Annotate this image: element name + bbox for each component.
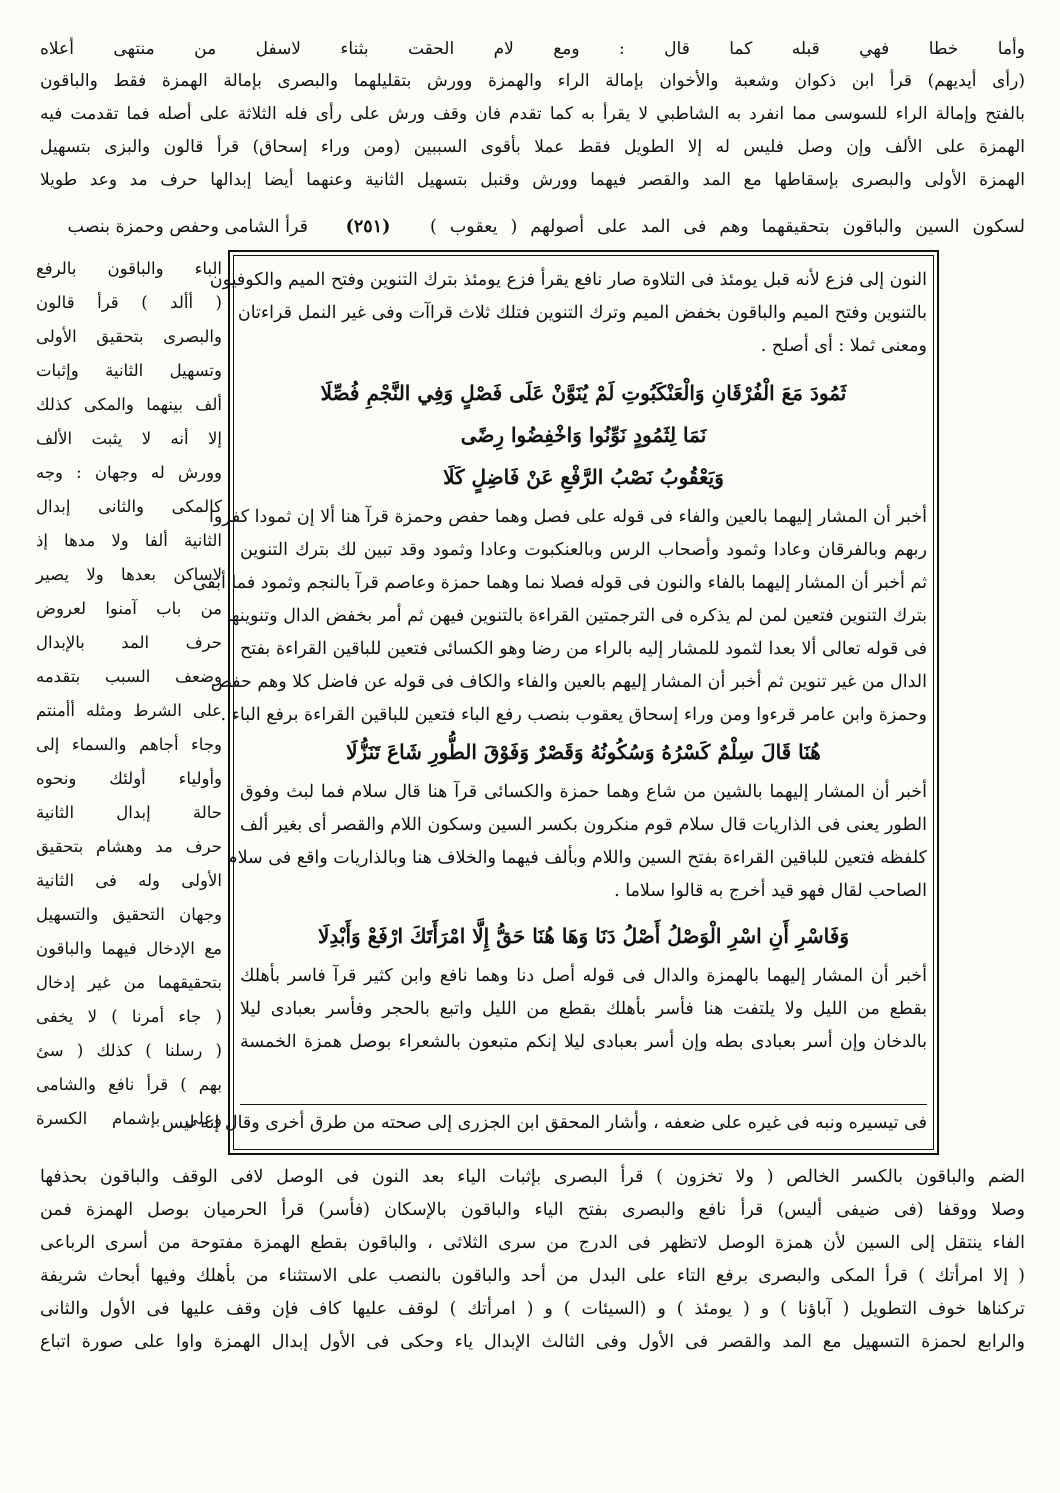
frame-line-3: ومعنى ثملا : أى أصلح .	[760, 336, 927, 356]
side-line-14: على الشرط ومثله أأمنتم	[36, 701, 222, 720]
frame-line-9: الدال من غير تنوين ثم أخبر أن المشار إليهم بالعين والفاء والكاف فى قوله عن فاضل كلا وهم حفص	[210, 672, 927, 692]
side-line-8: كالمكى والثانى إبدال	[36, 497, 222, 516]
verse-1c: وَيَعْقُوبُ نَصْبُ الرَّفْعِ عَنْ فَاضِلٍ كَلَا	[443, 465, 724, 489]
side-line-19: الأولى وله فى الثانية	[36, 871, 222, 890]
top-text-line-5: لسكون السين والباقون بتحقيقهما وهم فى المد على أصولهم ( يعقوب )	[430, 217, 1025, 237]
bottom-line-2: وصلا ووقفا (فى ضيفى أليس) قرأ نافع والبصرى بفتح الياء والباقون بالإسكان (فأسر) قرأ الحرميان بوصل الهمزة فمن	[40, 1200, 1025, 1220]
bottom-line-3: الفاء ينتقل إلى السين لأن همزة الوصل لاتظهر فى الدرج من سرى الثلاثى ، والباقون بقطع الهمزة مفتوحة من أسرى الرباعى	[40, 1233, 1025, 1253]
page-number: (٢٥١)	[345, 217, 391, 237]
side-line-15: وجاء أجاهم والسماء إلى	[36, 735, 222, 754]
bottom-line-6: والرابع لحمزة التسهيل مع المد والقصر فى الأول وفى الثالث الإبدال ياء وحكى فى الأول إبدال الهمزة واوا على صورة اتباع	[40, 1332, 1025, 1352]
frame-line-15: أخبر أن المشار إليهما بالهمزة والدال فى قوله أصل دنا وهما نافع وابن كثير قرآ فاسر بأهلك	[240, 966, 927, 986]
top-text-line-2: بالفتح وإمالة الراء للسوسى مما انفرد به الشاطبي لا يقرأ به كما تقدم فان وقف ورش على رأى فله الثلاثة على أصله فما تقدمت فيه	[40, 104, 1025, 124]
side-line-22: بتحقيقهما من غير إدخال	[36, 973, 222, 992]
side-line-13: وضعف السبب بتقدمه	[36, 667, 222, 686]
side-line-11: من باب آمنوا لعروض	[36, 599, 222, 618]
side-line-5: ألف بينهما والمكى كذلك	[36, 395, 222, 414]
frame-line-2: بالتنوين وفتح الميم والباقون بخفض الميم وترك التنوين فتلك ثلاث قراآت وفى غير النمل قراءتان	[237, 303, 927, 323]
top-text-line-3: الهمزة على الألف وإن وصل فليس له إلا الطويل فقط عملا بأقوى السببين (ومن وراء إسحاق) قرأ قالون والبزى بتسهيل	[40, 137, 1025, 157]
frame-footnote: فى تيسيره ونبه فى غيره على ضعفه ، وأشار المحقق ابن الجزرى إلى صحته من طرق أخرى وقال إنه ليس	[161, 1113, 927, 1133]
side-line-18: حرف مد وهشام بتحقيق	[36, 837, 222, 856]
frame-line-16: بقطع من الليل ولا يلتفت هنا فأسر بأهلك بقطع من الليل واتبع بالحجر وفأسر بعبادى ليلا	[240, 999, 927, 1019]
top-text-line-5-tail: قرأ الشامى وحفص وحمزة بنصب	[67, 217, 308, 237]
frame-line-7: بترك التنوين فتعين لمن لم يذكره فى الترجمتين القراءة بالتنوين فيهن ثم أمر بخفض الدال وتنوينها	[226, 606, 927, 626]
side-line-20: وجهان التحقيق والتسهيل	[36, 905, 222, 924]
bottom-line-4: ( إلا امرأتك ) قرأ المكى والبصرى برفع التاء على البدل من أحد والباقون بالنصب على الاستثناء من بأهلك وفيها أبحاث شريفة	[40, 1266, 1025, 1286]
frame-line-11: أخبر أن المشار إليهما بالشين من شاع وهما حمزة والكسائى قرآ هنا قال سلام فما لبث وفوق	[240, 782, 927, 802]
frame-line-1: النون إلى فزع لأنه قبل يومئذ فى التلاوة صار نافع يقرأ فزع يومئذ بترك التنوين وفتح الميم والكوفيون	[209, 270, 927, 290]
frame-line-12: الطور يعنى فى الذاريات قال سلام قوم منكرون بكسر السين وسكون اللام والقصر أى بغير ألف	[240, 815, 927, 835]
frame-line-8: فى قوله تعالى ألا بعدا لثمود للمشار إليه بالراء من رضا وهو الكسائى فتعين للباقين القراءة بفتح	[240, 639, 927, 659]
frame-line-4: أخبر أن المشار إليهما بالعين والفاء فى قوله على فصل وهما حفص وحمزة قرآ هنا ألا إن ثمودا كفروا	[208, 507, 927, 527]
top-text-line-1: (رأى أيديهم) قرأ ابن ذكوان وشعبة والأخوان بإمالة الراء والهمزة وورش بتقليلهما والبصرى بإمالة الهمزة فقط والباقون	[40, 71, 1025, 91]
side-line-3: والبصرى بتحقيق الأولى	[36, 327, 222, 346]
side-line-23: ( جاء أمرنا ) لا يخفى	[36, 1007, 222, 1026]
verse-3: وَفَاسْرِ أَنِ اسْرِ الْوَصْلُ أَصْلُ دَنَا وَهَا هُنَا حَقُّ إِلَّا امْرَأَتَكَ ارْفَعْ وَأَبْدِلَا	[318, 924, 849, 948]
side-line-21: مع الإدخال فيهما والباقون	[36, 939, 222, 958]
side-line-25: بهم ) قرأ نافع والشامى	[36, 1075, 222, 1094]
side-line-9: الثانية ألفا ولا مدها إذ	[36, 531, 222, 550]
verse-1a: ثَمُودَ مَعَ الْفُرْقَانِ وَالْعَنْكَبُوتِ لَمْ يُنَوَّنْ عَلَى فَصْلٍ وَفِي النَّجْمِ فُصِّلَا	[320, 381, 847, 405]
frame-line-14: الصاحب لقال فهو قيد أخرج به قالوا سلاما .	[614, 881, 927, 901]
verse-1b: نَمَا لِثَمُودٍ نَوِّنُوا وَاخْفِضُوا رِضًى	[460, 423, 707, 447]
side-line-7: وورش له وجهان : وجه	[36, 463, 222, 482]
side-line-12: حرف المد بالإبدال	[36, 633, 222, 652]
bottom-line-1: الضم والباقون بالكسر الخالص ( ولا تخزون ) قرأ البصرى بإثبات الياء بعد النون فى الوصل لافى الوقف والباقون بحذفها	[40, 1167, 1025, 1187]
side-line-17: حالة إبدال الثانية	[36, 803, 222, 822]
side-line-24: ( رسلنا ) كذلك ( سئ	[36, 1041, 222, 1060]
verse-2: هُنَا قَالَ سِلْمٌ كَسْرُهُ وَسُكُونُهُ وَقَصْرٌ وَفَوْقَ الطُّورِ شَاعَ تَنَزُّلَا	[346, 740, 821, 764]
frame-line-17: بالدخان وإن أسر بعبادى بطه وإن أسر بعبادى ليلا إنكم متبعون بالشعراء بوصل همزة الخمسة	[240, 1032, 927, 1052]
side-line-4: وتسهيل الثانية وإثبات	[36, 361, 222, 380]
frame-line-13: كلفظه فتعين للباقين القراءة بفتح السين واللام وبألف فيهما والخلاف هنا وبالذاريات واقع فى سلام	[226, 848, 927, 868]
frame-line-10: وحمزة وابن عامر قرءوا ومن وراء إسحاق يعقوب بنصب رفع الباء فتعين للباقين القراءة برفع الباء .	[220, 705, 927, 725]
side-line-6: إلا أنه لا يثبت الألف	[36, 429, 222, 448]
side-line-16: وأولياء أولئك ونحوه	[36, 769, 222, 788]
footnote-rule	[240, 1104, 927, 1105]
header-line: وأما خطا فهي قبله كما قال : ومع لام الحقت بثناء لاسفل من منتهى أعلاه	[40, 39, 1025, 59]
frame-line-5: ربهم وبالفرقان وعادا وثمود وأصحاب الرس وبالعنكبوت وعادا وثمود وقد تبين لك بترك التنوين	[240, 540, 927, 560]
side-line-26: وعلى بإشمام الكسرة	[36, 1109, 222, 1128]
frame-line-6: ثم أخبر أن المشار إليهما بالفاء والنون فى قوله فصلا نما وهما حمزة وعاصم قرآ بالنجم وثمود فما أبقى	[192, 573, 927, 593]
side-line-2: ( أألد ) قرأ قالون	[36, 293, 222, 312]
side-line-10: لاساكن بعدها ولا يصير	[36, 565, 222, 584]
side-line-1: الباء والباقون بالرفع	[36, 259, 222, 278]
top-text-line-4: الهمزة الأولى والبصرى بإسقاطها مع المد والقصر فيهما وورش وقنبل بتسهيل الثانية وعنهما أيضا إبدالها حرف مد وعد طويلا	[40, 170, 1025, 190]
bottom-line-5: تركناها خوف التطويل ( آباؤنا ) و ( يومئذ ) و (السيئات ) و ( امرأتك ) لوقف عليها كاف فإن وقف عليها فى الأول والثانى	[40, 1299, 1025, 1319]
